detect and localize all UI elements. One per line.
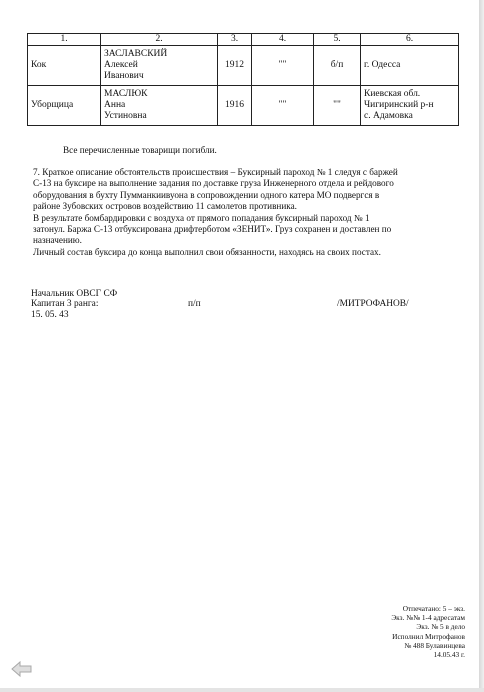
page-shadow <box>0 688 484 692</box>
page-edge <box>479 0 484 692</box>
note-line: 14.05.43 г. <box>433 649 465 659</box>
signatory-name: /МИТРОФАНОВ/ <box>337 299 409 309</box>
crew-table <box>27 33 459 126</box>
name-cell <box>101 85 218 125</box>
table-row <box>28 45 459 85</box>
ditto-cell: "" <box>252 85 314 125</box>
paragraph-line: затонул. Баржа С-13 отбуксирована дрифтерботом «ЗЕНИТ». Груз сохранен и доставлен по <box>33 224 392 235</box>
origin-cell <box>361 85 459 125</box>
table-header-row <box>28 34 459 46</box>
origin-line: с. Адамовка <box>364 110 413 121</box>
birth-year-cell: 1912 <box>218 45 252 85</box>
signed-mark: п/п <box>188 299 201 309</box>
first-name: Алексей <box>104 59 138 70</box>
document-date: 15. 05. 43 <box>31 310 69 320</box>
first-name: Анна <box>104 99 126 110</box>
note-line: Исполнил Митрофанов <box>392 631 465 641</box>
paragraph-line: В результате бомбардировки с воздуха от прямого попадания буксирный пароход № 1 <box>33 212 370 223</box>
signatory-rank: Капитан 3 ранга: <box>31 299 99 309</box>
signatory-title: Начальник ОВСГ СФ <box>31 289 118 299</box>
note-line: Экз. №№ 1-4 адресатам <box>391 613 465 623</box>
note-line: Отпечатано: 5 – экз. <box>402 604 465 613</box>
paragraph-line: 7. Краткое описание обстоятельств происшествия – Буксирный пароход № 1 следуя с баржей <box>33 167 398 177</box>
table-row <box>28 85 459 125</box>
origin-line: Чигиринский р-н <box>364 99 434 110</box>
name-cell <box>101 45 218 85</box>
party-cell: б/п <box>314 45 361 85</box>
origin-cell <box>361 45 459 85</box>
column-header: 6. <box>361 34 459 46</box>
column-header: 4. <box>252 34 314 46</box>
note-line: № 488 Булавинцева <box>404 640 465 650</box>
column-header: 3. <box>218 34 252 46</box>
print-notes <box>360 604 465 659</box>
paragraph-line: назначению. <box>33 235 82 246</box>
origin-line: Киевская обл. <box>364 89 421 100</box>
column-header: 5. <box>314 34 361 46</box>
column-header: 1. <box>28 34 101 46</box>
surname: ЗАСЛАВСКИЙ <box>104 49 168 60</box>
patronymic: Иванович <box>104 70 144 81</box>
column-header: 2. <box>101 34 218 46</box>
patronymic: Устиновна <box>104 110 147 121</box>
origin-line: г. Одесса <box>364 59 401 70</box>
section-7-description <box>33 167 453 258</box>
paragraph-line: оборудования в бухту Пумманкиивуона в сопровождении одного катера МО подвергся в <box>33 189 380 200</box>
paragraph-line: Личный состав буксира до конца выполнил свои обязанности, находясь на своих постах. <box>33 246 381 257</box>
back-arrow-icon[interactable] <box>10 660 34 678</box>
surname: МАСЛЮК <box>104 89 148 100</box>
note-line: Экз. № 5 в дело <box>416 622 465 632</box>
position-cell: Кок <box>28 45 101 85</box>
position-cell: Уборщица <box>28 85 101 125</box>
paragraph-line: С-13 на буксире на выполнение задания по доставке груза Инженерного отдела и рейдового <box>33 178 394 189</box>
all-perished-statement: Все перечисленные товарищи погибли. <box>63 145 217 155</box>
party-cell: "" <box>314 85 361 125</box>
birth-year-cell: 1916 <box>218 85 252 125</box>
ditto-cell: "" <box>252 45 314 85</box>
paragraph-line: районе Зубовских островов воздействию 11 самолетов противника. <box>33 201 297 212</box>
